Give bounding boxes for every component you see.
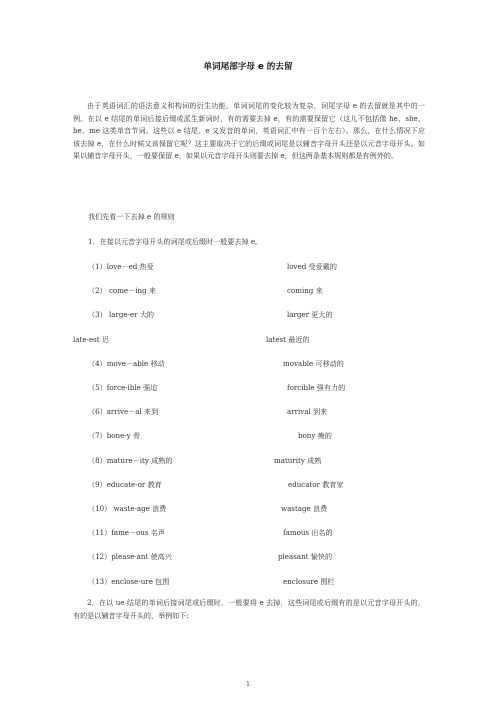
example-left: （8）mature－ity 成熟的 bbox=[88, 456, 173, 465]
example-right: movable 可移动的 bbox=[283, 359, 344, 368]
example-left: （13）enclose-ure 包围 bbox=[88, 577, 170, 586]
lead-line: 我们先看一下去掉 e 的规则 bbox=[88, 212, 175, 221]
example-left: （7）bone-y 骨 bbox=[88, 431, 141, 440]
example-right: pleasant 愉快的 bbox=[278, 552, 333, 561]
rule-1: 1．在接以元音字母开头的词尾或后缀时一般要去掉 e。 bbox=[88, 237, 263, 246]
example-left: （5）force-ible 强迫 bbox=[88, 383, 158, 392]
rule-2: 2．在以 ue 结尾的单词后接词尾或后缀时，一般要将 e 去掉，这些词尾或后缀有的是以元音字母开头的，有的是以辅音字母开头的，举例如下: bbox=[73, 598, 425, 620]
example-left: （1）love－ed 热爱 bbox=[88, 262, 154, 271]
page-number: 1 bbox=[246, 681, 250, 688]
example-right: coming 来 bbox=[287, 286, 323, 295]
example-left: （3） large-er 大的 bbox=[88, 310, 155, 319]
page-title: 单词尾部字母 e 的去留 bbox=[203, 62, 293, 72]
example-right: larger 更大的 bbox=[287, 310, 333, 319]
example-left: （10） waste-age 浪费 bbox=[88, 504, 167, 513]
example-right: arrival 到来 bbox=[287, 407, 328, 416]
example-left: late-est 迟 bbox=[73, 335, 109, 344]
example-left: （12）please-ant 使高兴 bbox=[88, 552, 172, 561]
example-right: loved 受爱戴的 bbox=[287, 262, 337, 271]
example-right: famous 出名的 bbox=[283, 528, 333, 537]
example-right: forcible 强有力的 bbox=[287, 383, 346, 392]
example-left: （6）arrive－al 来到 bbox=[88, 407, 159, 416]
example-left: （2） come－ing 来 bbox=[88, 286, 156, 295]
example-right: maturity 成熟 bbox=[274, 456, 322, 465]
example-right: latest 最近的 bbox=[266, 335, 310, 344]
example-left: （11）fame－ous 名声 bbox=[88, 528, 166, 537]
example-right: enclosure 围栏 bbox=[283, 577, 335, 586]
example-left: （4）move－able 移动 bbox=[88, 359, 165, 368]
example-right: wastage 浪费 bbox=[281, 504, 328, 513]
intro-paragraph: 由于英语词汇的语法意义和构词的衍生功能，单词词尾的变化较为复杂，词尾字母 e 的去留就是其中的一例。在以 e 结尾的单词后接后缀或派生新词时，有的需要去掉 e，有的需要保留它（这儿不包括像 he、she、be、me 这类单音节词。这些以 e 结尾，e 又发音的单词，英语词汇中有一百个左右）。那么，在什么情况下应该去掉 e，在什么时候又该保留它呢？这主要取决于它的后缀或词尾是以辅音字母开头还是以元音字母开头。如果以辅音字母开头，一般要保留 e，如果以元音字母开头则要去掉 e，但这两条基本规则都是有例外的。 bbox=[73, 101, 425, 161]
example-right: bony 瘦的 bbox=[298, 431, 332, 440]
example-left: （9）educate-or 教育 bbox=[88, 480, 162, 489]
example-right: educator 教育家 bbox=[288, 480, 344, 489]
